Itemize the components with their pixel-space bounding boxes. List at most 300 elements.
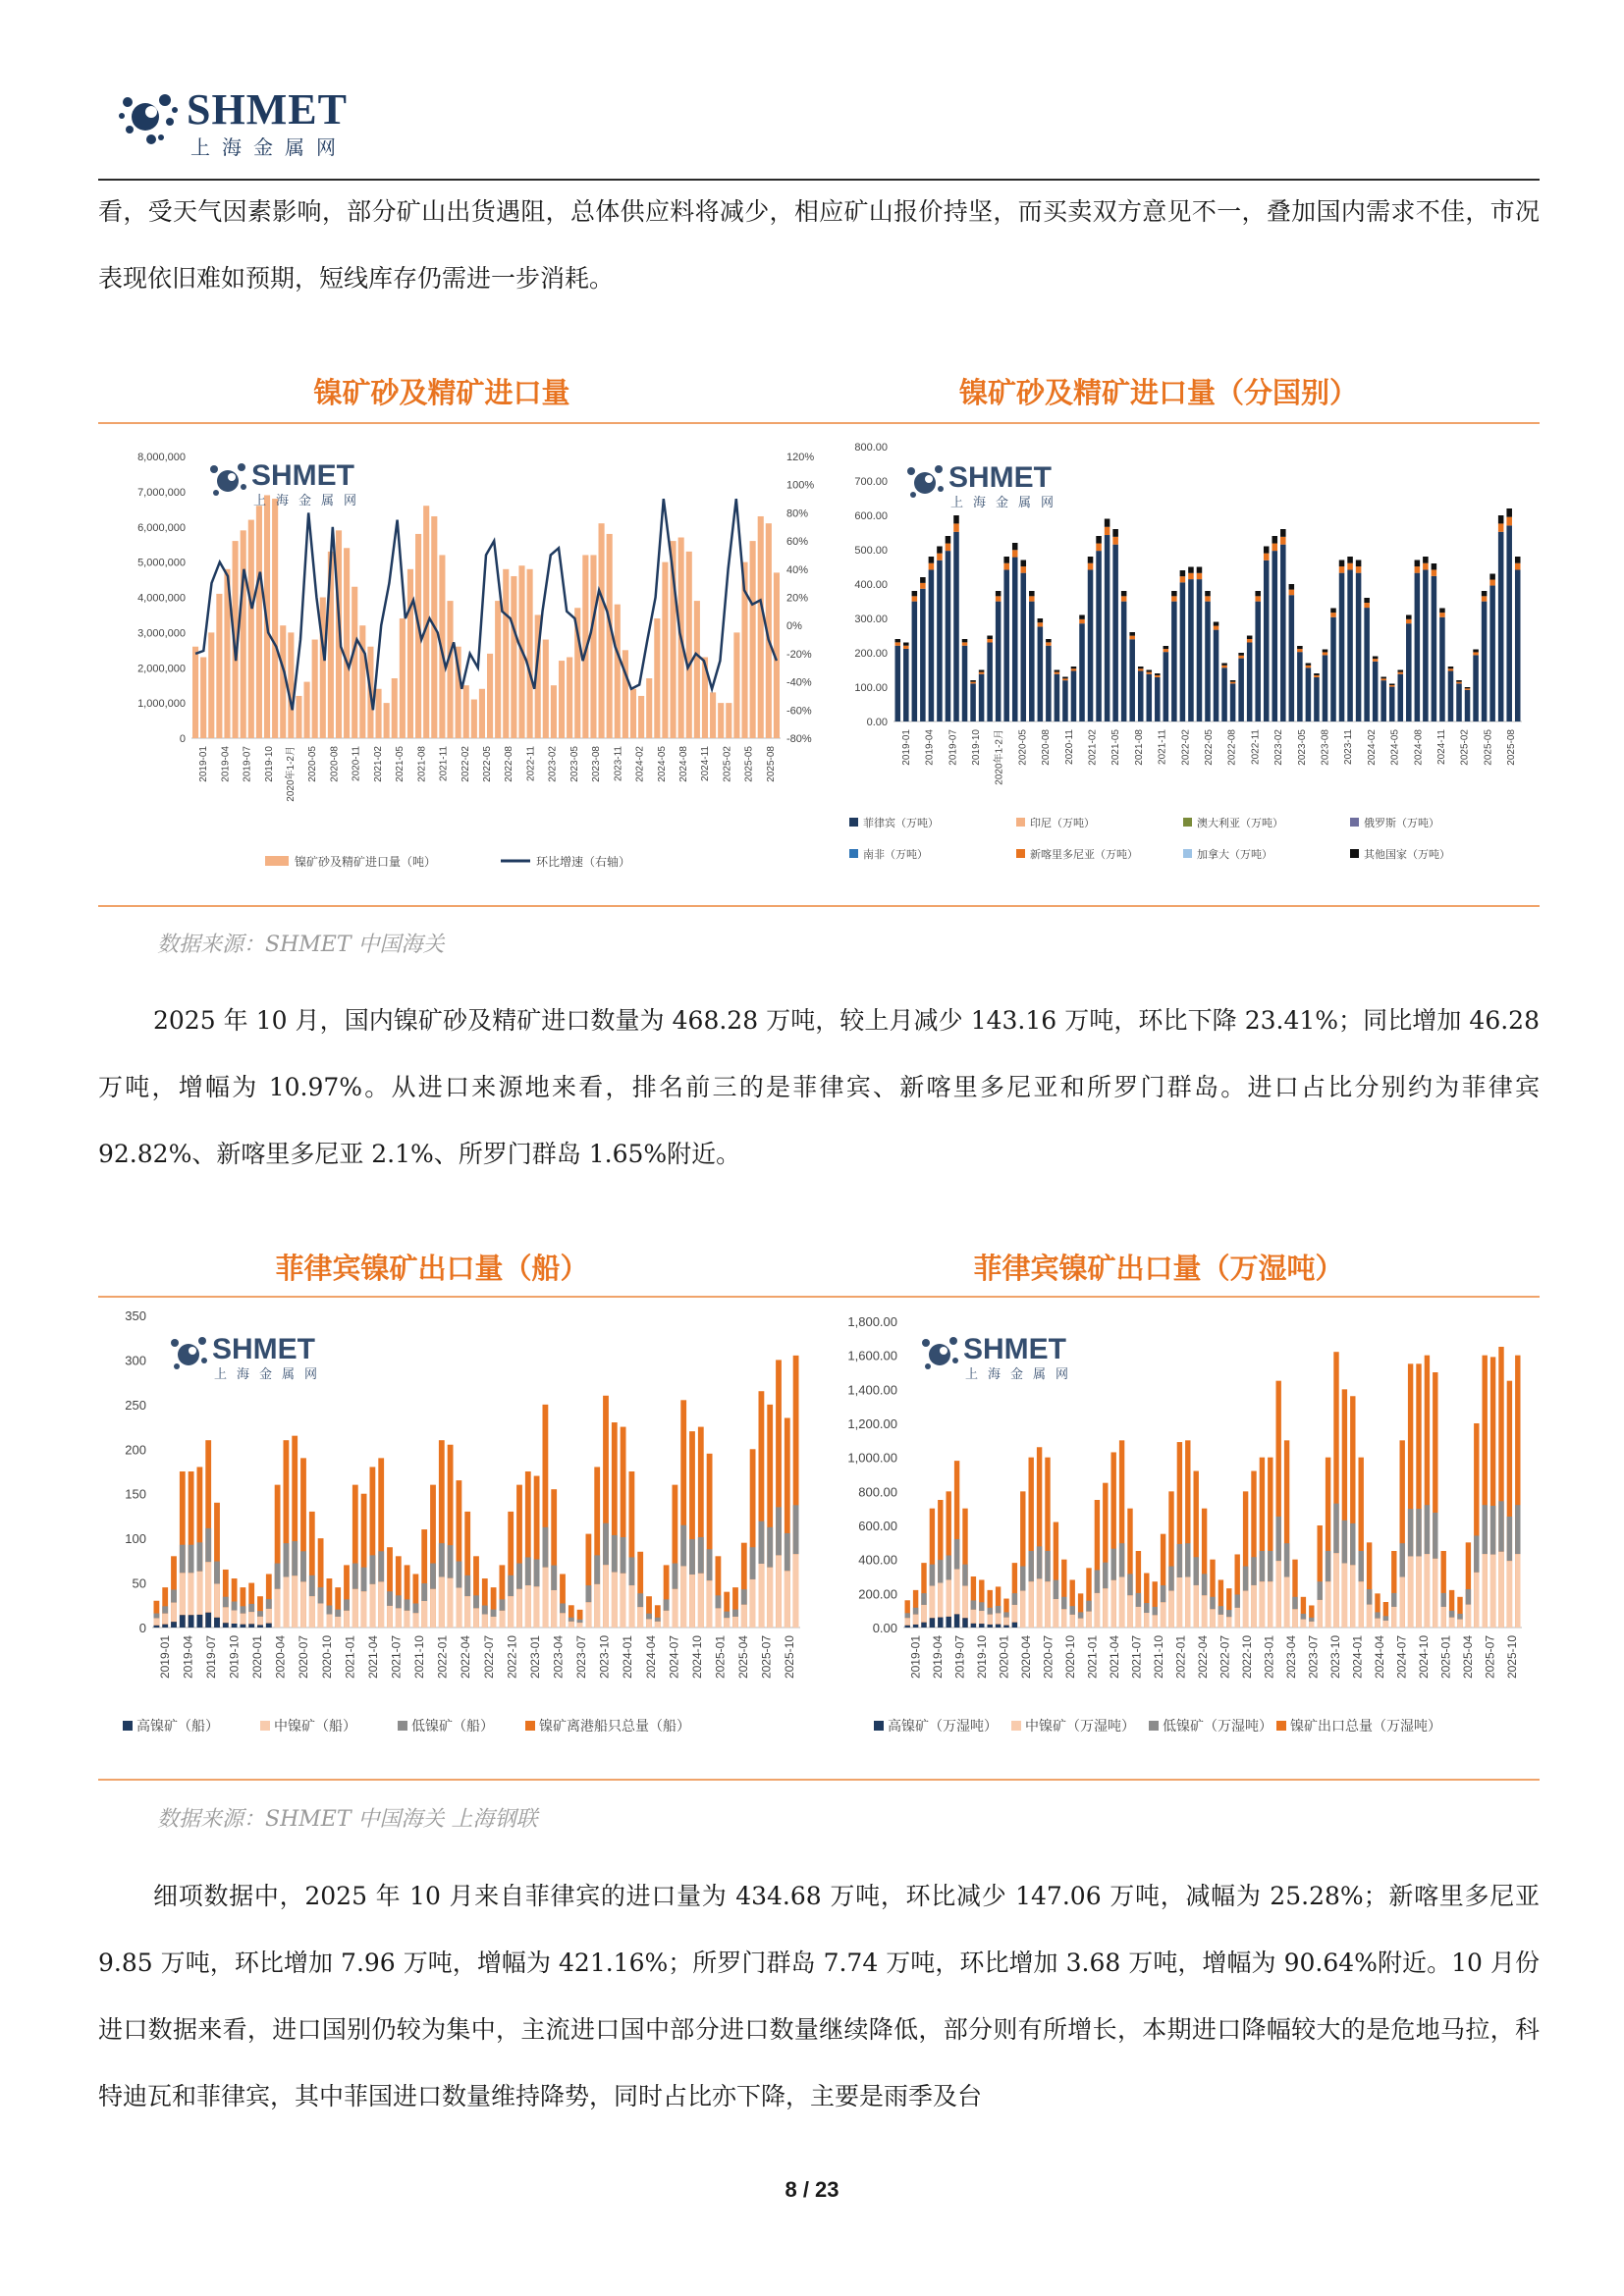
bar-low-grade [655, 1618, 661, 1622]
legend-swatch [525, 1721, 535, 1731]
bar-other [1506, 508, 1512, 517]
bar-philippines [1171, 602, 1177, 721]
bar-mid-grade [154, 1618, 160, 1625]
bar-philippines [1164, 652, 1169, 721]
bar-other [929, 557, 935, 563]
bar-other [1197, 567, 1203, 573]
bar-philippines [1038, 626, 1044, 721]
legend-label: 南非（万吨） [863, 849, 928, 861]
bar-low-grade [473, 1595, 479, 1608]
bar-mid-grade [405, 1611, 410, 1628]
bar-mid-grade [1474, 1573, 1479, 1628]
bar-other [996, 591, 1001, 596]
x-tick-label: 2022-08 [504, 746, 515, 782]
bar-low-grade [646, 1614, 652, 1620]
paragraph-1: 看，受天气因素影响，部分矿山出货遇阻，总体供应料将减少，相应矿山报价持坚，而买卖双方意见不一，叠加国内需求不佳，市况表现依旧难如预期，短线库存仍需进一步消耗。 [98, 197, 1540, 293]
legend-swatch [398, 1721, 407, 1731]
bar-other [1398, 670, 1404, 672]
bar-new-caledonia [1230, 682, 1236, 684]
bar-mid-grade [1498, 1552, 1503, 1628]
bar-new-caledonia [1272, 544, 1278, 552]
bar-mid-grade [266, 1609, 272, 1624]
bar-low-grade [1218, 1606, 1223, 1615]
bar-low-grade [1268, 1551, 1272, 1581]
bar-low-grade [1416, 1509, 1421, 1556]
bar-philippines [1347, 569, 1353, 721]
bar-low-grade [1226, 1610, 1231, 1617]
x-tick-label: 2024-01 [621, 1635, 635, 1680]
bar-new-caledonia [1138, 668, 1144, 670]
bar-low-grade [1408, 1509, 1413, 1556]
bar-low-grade [938, 1560, 943, 1582]
logo-dot [238, 463, 245, 471]
x-tick-label: 2023-05 [1296, 729, 1308, 766]
bar-other [1406, 615, 1412, 619]
bar-mid-grade [1301, 1620, 1306, 1628]
bar-other [1071, 667, 1077, 668]
bar-low-grade [500, 1599, 506, 1610]
bar-mid-grade [197, 1572, 203, 1615]
bar-other [1121, 591, 1127, 596]
bar-new-caledonia [1373, 659, 1379, 662]
bar-low-grade [1260, 1551, 1265, 1581]
y2-tick-label: 100% [786, 479, 815, 492]
bar-other [1473, 650, 1479, 653]
bar-low-grade [979, 1602, 984, 1611]
bar-new-caledonia [1238, 656, 1244, 659]
bar-philippines [1314, 677, 1320, 721]
bar-mid-grade [921, 1605, 926, 1623]
bar-high-grade [905, 1626, 910, 1628]
bar-new-caledonia [1121, 596, 1127, 601]
bar-philippines [1247, 643, 1253, 722]
y-tick-label: 2,000,000 [137, 663, 186, 675]
bar-mid-grade [327, 1615, 333, 1628]
bar-other [1498, 515, 1504, 523]
bar-low-grade [1153, 1607, 1158, 1615]
bar-philippines [1465, 690, 1471, 721]
bar-philippines [1489, 586, 1495, 721]
x-tick-label: 2024-02 [1366, 729, 1378, 766]
bar-low-grade [1177, 1544, 1182, 1577]
bar-philippines [1230, 683, 1236, 721]
page-number: 8 / 23 [785, 2177, 839, 2202]
bar [320, 598, 326, 739]
bar-mid-grade [1260, 1581, 1265, 1628]
bar-mid-grade [232, 1611, 238, 1624]
bar-low-grade [223, 1597, 229, 1608]
bar-high-grade [1003, 1626, 1008, 1628]
bar-high-grade [223, 1623, 229, 1628]
legend-swatch [849, 818, 858, 827]
bar-other [1230, 680, 1236, 682]
bar-mid-grade [248, 1612, 254, 1624]
bar-mid-grade [1333, 1553, 1338, 1628]
watermark-text: SHMET [212, 1333, 315, 1365]
bar-other [1306, 664, 1312, 666]
legend-label: 低镍矿（万湿吨） [1163, 1718, 1272, 1734]
bar-low-grade [1054, 1580, 1058, 1599]
bar [615, 605, 621, 738]
bar-low-grade [1136, 1593, 1141, 1607]
bar-low-grade [352, 1564, 358, 1589]
bar [471, 700, 477, 738]
y-tick-label: 0 [138, 1621, 146, 1635]
bar-low-grade [603, 1523, 609, 1566]
bar-low-grade [1095, 1571, 1100, 1593]
bar-new-caledonia [1398, 672, 1404, 674]
bar-other [1347, 557, 1353, 563]
legend-swatch [874, 1721, 884, 1731]
bar-new-caledonia [1205, 596, 1211, 601]
bar-low-grade [785, 1533, 790, 1571]
bar-philippines [1515, 569, 1521, 721]
x-tick-label: 2019-10 [263, 746, 275, 782]
x-tick-label: 2020-08 [1041, 729, 1053, 766]
logo-dot [178, 1344, 199, 1365]
bar-other [1339, 561, 1345, 567]
bar-low-grade [1342, 1521, 1347, 1564]
x-tick-label: 2025-05 [743, 746, 755, 782]
bar-low-grade [1202, 1574, 1207, 1595]
bar-mid-grade [1284, 1577, 1289, 1628]
logo-dot [210, 465, 218, 473]
y-tick-label: 800.00 [858, 1484, 897, 1500]
bar-high-grade [962, 1618, 967, 1628]
bar [630, 689, 636, 738]
bar-new-caledonia [1506, 517, 1512, 526]
x-tick-label: 2024-11 [1436, 729, 1448, 765]
x-tick-label: 2022-10 [505, 1635, 519, 1680]
logo-dot [171, 1339, 179, 1347]
bar [216, 594, 222, 738]
bar-mid-grade [1078, 1619, 1083, 1628]
bar-low-grade [300, 1551, 306, 1581]
bar-low-grade [378, 1551, 384, 1581]
chart-section-top-rule [98, 422, 1540, 424]
bar-high-grade [954, 1614, 959, 1628]
bar [304, 682, 310, 738]
bar-low-grade [1161, 1585, 1165, 1602]
x-tick-label: 2023-10 [597, 1635, 612, 1680]
bar-new-caledonia [1515, 563, 1521, 570]
bar-other [979, 670, 985, 672]
logo-dot [217, 470, 239, 492]
bar-mid-grade [1136, 1607, 1141, 1628]
bar-new-caledonia [1432, 569, 1437, 575]
bar-mid-grade [387, 1606, 393, 1628]
bar-mid-grade [767, 1568, 773, 1628]
x-tick-label: 2022-11 [1250, 729, 1262, 765]
bar-mid-grade [1466, 1605, 1471, 1628]
bar-new-caledonia [1339, 566, 1345, 573]
logo-dot [949, 1337, 957, 1345]
bar [400, 618, 406, 738]
bar-other [1171, 591, 1177, 596]
x-tick-label: 2022-02 [1180, 729, 1192, 766]
bar-other [903, 643, 909, 646]
watermark-subtitle: 上海金属网 [253, 493, 367, 507]
bar-new-caledonia [1088, 563, 1094, 570]
x-tick-label: 2025-10 [1504, 1635, 1519, 1680]
bar-other [937, 547, 943, 554]
bar-low-grade [421, 1583, 427, 1601]
x-tick-label: 2019-07 [203, 1635, 218, 1680]
x-tick-label: 2022-01 [435, 1635, 450, 1680]
bar-low-grade [543, 1527, 549, 1568]
y2-tick-label: -80% [786, 733, 812, 745]
bar-philippines [903, 649, 909, 721]
bar-new-caledonia [1021, 566, 1027, 573]
bar-other [1205, 591, 1211, 596]
y-tick-label: 300.00 [854, 614, 888, 625]
bar-mid-grade [1342, 1563, 1347, 1628]
bar-mid-grade [1095, 1593, 1100, 1628]
x-tick-label: 2022-04 [1195, 1635, 1210, 1680]
x-tick-label: 2024-01 [1350, 1635, 1365, 1680]
y2-tick-label: 80% [786, 507, 809, 520]
bar-other [1330, 609, 1336, 614]
bar-philippines [1105, 535, 1110, 721]
bar-low-grade [292, 1541, 298, 1575]
x-tick-label: 2021-08 [1133, 729, 1145, 766]
legend-swatch [1276, 1721, 1286, 1731]
legend-label: 中镍矿（船） [274, 1718, 356, 1734]
legend-label: 环比增速（右轴） [536, 855, 631, 869]
x-tick-label: 2023-02 [547, 746, 559, 782]
bar [208, 632, 214, 738]
bar-philippines [912, 602, 918, 721]
bar-mid-grade [1210, 1609, 1215, 1628]
bar-high-grade [266, 1624, 272, 1628]
bar-mid-grade [971, 1610, 976, 1624]
x-tick-label: 2020-10 [319, 1635, 334, 1680]
bar-low-grade [1292, 1597, 1297, 1609]
bar-philippines [1112, 545, 1118, 721]
x-tick-label: 2025-01 [713, 1635, 728, 1680]
legend-label: 其他国家（万吨） [1364, 849, 1450, 861]
chart-nickel-ore-imports [98, 432, 825, 893]
bar-philippines [1062, 680, 1068, 721]
bar-low-grade [491, 1610, 497, 1617]
y-tick-label: 5,000,000 [137, 557, 186, 569]
y-tick-label: 800.00 [854, 442, 888, 454]
y-tick-label: 1,000.00 [847, 1450, 897, 1466]
bar-mid-grade [318, 1603, 324, 1628]
bar-mid-grade [1061, 1609, 1066, 1628]
y2-tick-label: 20% [786, 592, 809, 605]
chart-title-3: 菲律宾镍矿出口量（船） [275, 1252, 589, 1285]
bar-mid-grade [905, 1618, 910, 1625]
bar-mid-grade [629, 1585, 635, 1628]
bar-low-grade [621, 1537, 626, 1574]
bar-mid-grade [335, 1617, 341, 1628]
bar-low-grade [1111, 1549, 1116, 1580]
bar-high-grade [1012, 1623, 1017, 1628]
x-tick-label: 2023-11 [1343, 729, 1355, 765]
bar-low-grade [673, 1564, 678, 1589]
bar-low-grade [1003, 1612, 1008, 1617]
bar-other [1079, 615, 1085, 619]
bar-low-grade [284, 1543, 290, 1576]
legend-label: 镍矿砂及精矿进口量（吨） [295, 855, 437, 869]
bar-low-grade [448, 1545, 454, 1578]
bar-new-caledonia [1306, 666, 1312, 667]
bar-low-grade [1020, 1567, 1025, 1591]
bar-philippines [1255, 602, 1261, 721]
bar-new-caledonia [1096, 544, 1102, 552]
bar-low-grade [1301, 1614, 1306, 1620]
bar [359, 625, 365, 738]
bar-mid-grade [189, 1573, 194, 1615]
bar-philippines [1482, 602, 1488, 721]
bar-new-caledonia [1482, 596, 1488, 601]
bar-low-grade [309, 1575, 315, 1596]
bar-philippines [946, 551, 951, 721]
bar-other [1380, 677, 1386, 679]
bar-other [1439, 609, 1445, 614]
bar-philippines [1289, 595, 1295, 721]
bar-other [946, 536, 951, 544]
bar [654, 618, 660, 738]
bar-low-grade [759, 1522, 765, 1564]
bar-mid-grade [1029, 1581, 1034, 1628]
y-tick-label: 150 [125, 1486, 146, 1502]
watermark-subtitle: 上海金属网 [965, 1366, 1079, 1381]
watermark-subtitle: 上海金属网 [214, 1366, 328, 1381]
bar-mid-grade [646, 1619, 652, 1628]
x-tick-label: 2020-01 [997, 1635, 1011, 1680]
bar-low-grade [1045, 1551, 1050, 1581]
bar-other [1482, 591, 1488, 596]
x-tick-label: 2021-02 [372, 746, 384, 782]
paragraph-2: 2025 年 10 月，国内镍矿砂及精矿进口数量为 468.28 万吨，较上月减少 143.16 万吨，环比下降 23.41%；同比增加 46.28 万吨，增幅为 10.97%。从进口来源地来看，排名前三的是菲律宾、新喀里多尼亚和所罗门群岛。进口占比分别约为菲律宾 92.82%、新喀里多尼亚 2.1%、所罗门群岛 1.65%附近。 [98, 1006, 1540, 1168]
bar-mid-grade [1309, 1622, 1314, 1628]
bar-other [1003, 557, 1009, 563]
bar-mid-grade [516, 1589, 522, 1628]
legend-swatch [1011, 1721, 1021, 1731]
bar-new-caledonia [1439, 613, 1445, 617]
x-tick-label: 2023-05 [568, 746, 580, 782]
x-tick-label: 2020年1-2月 [286, 746, 297, 802]
bar-mid-grade [1045, 1581, 1050, 1628]
x-tick-label: 2024-07 [1394, 1635, 1409, 1680]
y-tick-label: 1,600.00 [847, 1348, 897, 1363]
bar-low-grade [266, 1599, 272, 1609]
logo-dot [922, 1339, 930, 1347]
bar-philippines [1339, 573, 1345, 721]
legend-label: 镍矿出口总量（万湿吨） [1290, 1718, 1441, 1734]
bar-low-grade [516, 1564, 522, 1589]
bar-mid-grade [996, 1613, 1001, 1624]
bar-mid-grade [1318, 1600, 1323, 1628]
bar-new-caledonia [1473, 652, 1479, 655]
bar-new-caledonia [1038, 622, 1044, 626]
watermark-subtitle: 上海金属网 [950, 495, 1064, 509]
chart-section2-top-rule [98, 1296, 1540, 1298]
bar-new-caledonia [962, 642, 968, 645]
bar-mid-grade [1292, 1609, 1297, 1628]
bar-new-caledonia [1171, 596, 1177, 601]
data-source-1: 数据来源：SHMET 中国海关 [157, 933, 445, 957]
x-tick-label: 2023-08 [591, 746, 603, 782]
bar-philippines [1506, 525, 1512, 721]
x-tick-label: 2020-04 [273, 1635, 288, 1680]
y-tick-label: 3,000,000 [137, 627, 186, 640]
bar-mid-grade [947, 1579, 951, 1616]
bar-low-grade [1333, 1504, 1338, 1554]
bar-low-grade [988, 1608, 993, 1615]
x-tick-label: 2023-01 [527, 1635, 542, 1680]
bar-low-grade [534, 1559, 540, 1586]
bar-philippines [1398, 674, 1404, 721]
bar-high-grade [180, 1615, 186, 1628]
bar-philippines [996, 602, 1001, 721]
bar-philippines [979, 674, 985, 721]
x-tick-label: 2021-07 [389, 1635, 404, 1680]
logo-dot [952, 1358, 958, 1363]
bar-mid-grade [1326, 1581, 1330, 1628]
bar-mid-grade [543, 1568, 549, 1628]
bar-mid-grade [430, 1589, 436, 1628]
bar-philippines [1029, 602, 1035, 721]
bar-mid-grade [954, 1570, 959, 1615]
bar-high-grade [171, 1622, 177, 1628]
bar-low-grade [664, 1599, 670, 1610]
bar-philippines [1439, 617, 1445, 721]
bar-low-grade [1235, 1594, 1240, 1607]
bar-philippines [1055, 674, 1060, 721]
bar-mid-grade [621, 1574, 626, 1628]
y-tick-label: 700.00 [854, 476, 888, 488]
bar-new-caledonia [1003, 563, 1009, 570]
bar-other [1214, 622, 1219, 626]
legend-swatch [1350, 818, 1359, 827]
chart-title-4: 菲律宾镍矿出口量（万湿吨） [973, 1252, 1344, 1285]
bar-low-grade [1466, 1589, 1471, 1605]
logo-dot [910, 492, 916, 498]
bar-other [953, 515, 959, 523]
bar-low-grade [387, 1591, 393, 1606]
bar-mid-grade [1103, 1588, 1108, 1628]
x-tick-label: 2022-04 [459, 1635, 473, 1680]
y2-tick-label: 60% [786, 536, 809, 549]
bar-other [1038, 618, 1044, 622]
x-tick-label: 2022-08 [1226, 729, 1238, 766]
bar-mid-grade [1020, 1591, 1025, 1628]
bar [733, 632, 739, 738]
bar-philippines [1456, 683, 1462, 721]
bar-mid-grade [724, 1618, 730, 1628]
x-tick-label: 2021-11 [1157, 729, 1168, 765]
bar-other [1415, 561, 1421, 567]
x-tick-label: 2020-08 [329, 746, 341, 782]
x-tick-label: 2023-07 [574, 1635, 589, 1680]
bar-low-grade [560, 1603, 566, 1613]
bar-low-grade [1185, 1543, 1190, 1576]
bar-philippines [1264, 561, 1270, 721]
x-tick-label: 2021-05 [395, 746, 406, 782]
bar-other [1314, 673, 1320, 675]
bar-mid-grade [171, 1603, 177, 1623]
bar-mid-grade [1226, 1617, 1231, 1628]
bar-mid-grade [275, 1589, 281, 1628]
y2-tick-label: -20% [786, 648, 812, 661]
x-tick-label: 2024-07 [667, 1635, 681, 1680]
bar-other [1423, 557, 1429, 563]
bar-other [1489, 574, 1495, 580]
watermark-text: SHMET [948, 461, 1052, 494]
